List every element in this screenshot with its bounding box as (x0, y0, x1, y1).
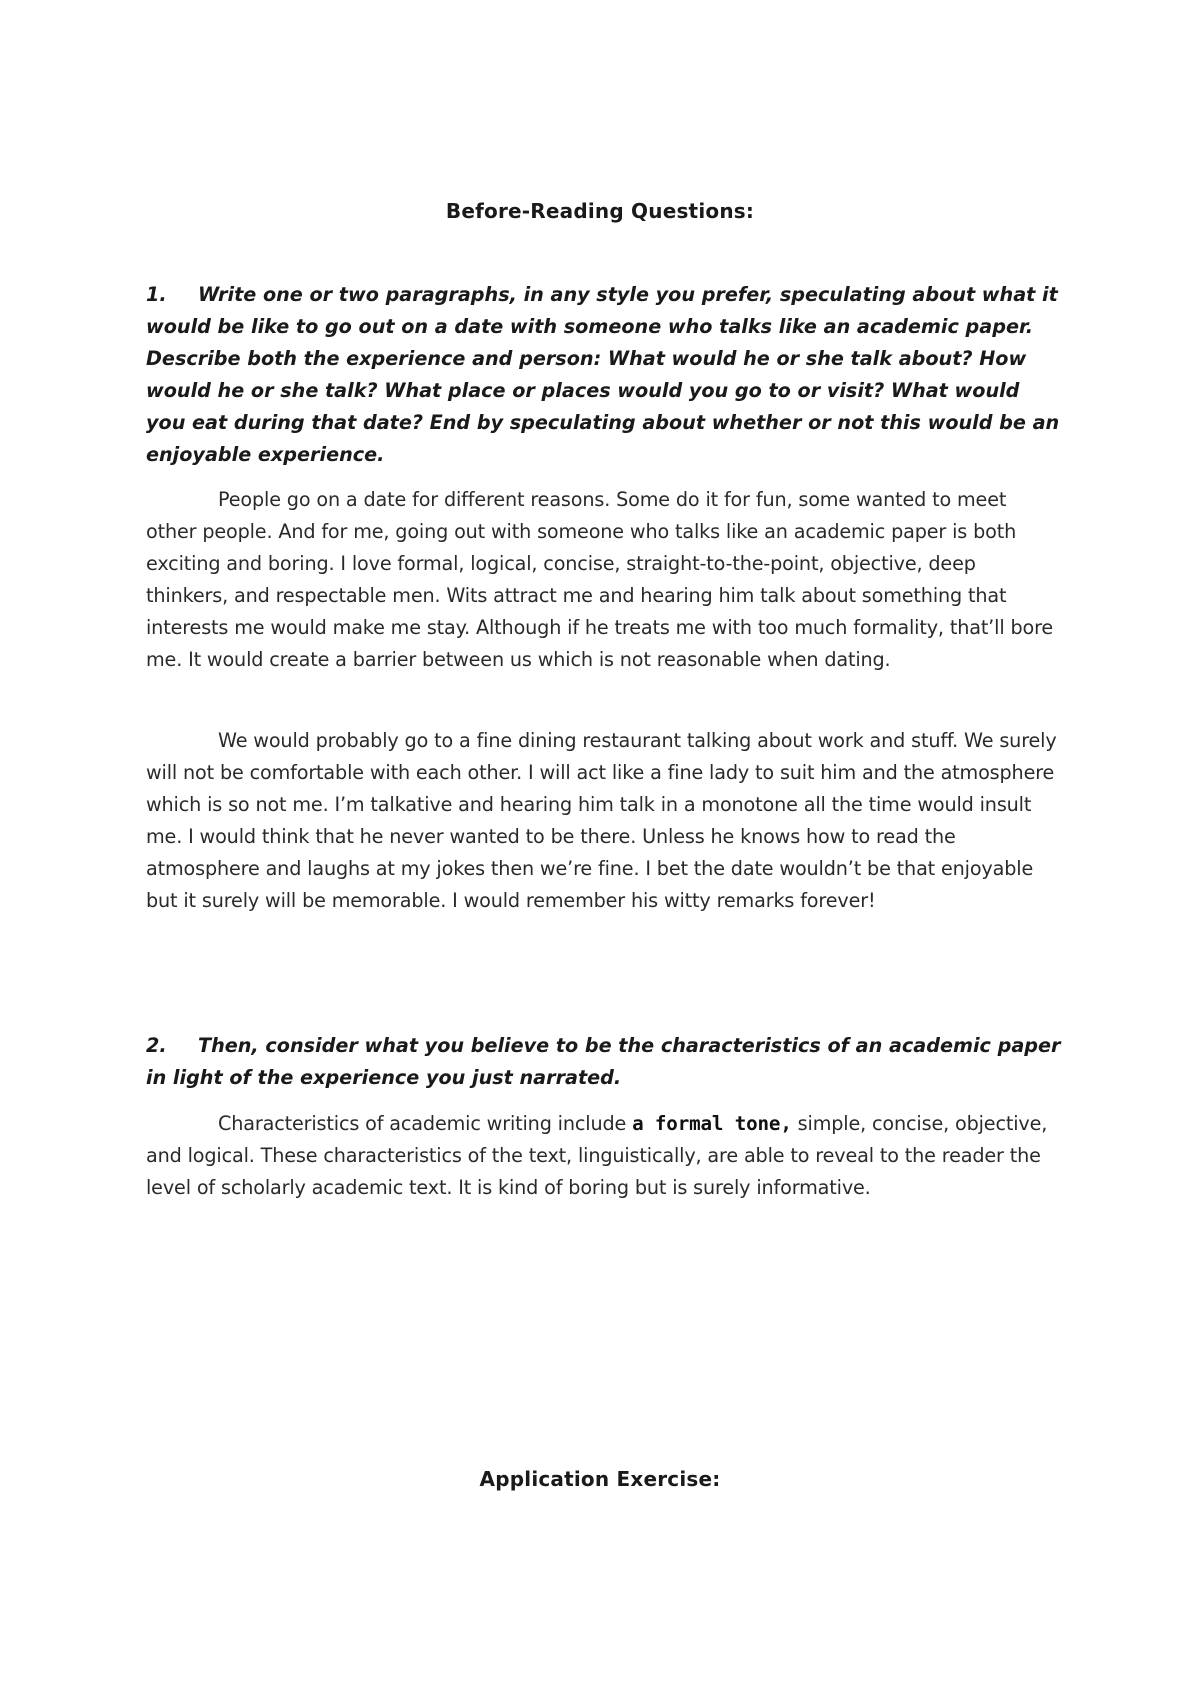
answer-1-paragraph-2-text: We would probably go to a fine dining restaurant talking about work and stuff. We surely will not be comfortable with each other. I will act like a fine lady to suit him and the atmosphere which is so not me. I’m talkative and hearing him talk in a monotone all the time would insult me. I would think that he never wanted to be there. Unless he knows how to read the atmosphere and laughs at my jokes then we’re fine. I bet the date wouldn’t be that enjoyable but it surely will be memorable. I would remember his witty remarks forever! (146, 729, 1057, 912)
question-2-prompt: Then, consider what you believe to be the characteristics of an academic paper in light of the experience you just narrated. (146, 1034, 1061, 1089)
question-1-prompt: Write one or two paragraphs, in any style you prefer, speculating about what it would be like to go out on a date with someone who talks like an academic paper. Describe both the experience and person: What would he or she talk about? How would he or she talk? What place or places would you go to or visit? What would you eat during that date? End by speculating about whether or not this would be an enjoyable experience. (146, 283, 1060, 466)
application-exercise-heading: Application Exercise: (479, 1467, 721, 1491)
answer-1-paragraph-2 (146, 725, 1061, 917)
answer-2-paragraph (146, 1108, 1061, 1204)
answer-2-lead: Characteristics of academic writing include (218, 1112, 633, 1135)
answer-1-paragraph-1-text: People go on a date for different reasons. Some do it for fun, some wanted to meet other people. And for me, going out with someone who talks like an academic paper is both exciting and boring. I love formal, logical, concise, straight-to-the-point, objective, deep thinkers, and respectable men. Wits attract me and hearing him talk about something that interests me would make me stay. Although if he treats me with too much formality, that’ll bore me. It would create a barrier between us which is not reasonable when dating. (146, 488, 1054, 671)
question-1-text (146, 279, 1061, 471)
question-2-number: 2. (146, 1034, 167, 1057)
question-2 (146, 1030, 1061, 1094)
answer-2-rest: simple, concise, objective, and logical. These characteristics of the text, linguistically, are able to reveal to the reader the level of scholarly academic text. It is kind of boring but is surely informative. (146, 1112, 1048, 1199)
answer-2-emphasis: a formal tone, (632, 1112, 792, 1135)
answer-2-text (146, 1108, 1061, 1204)
question-1 (146, 279, 1061, 471)
question-1-number: 1. (146, 283, 167, 306)
before-reading-heading: Before-Reading Questions: (445, 199, 755, 223)
answer-1-paragraph-1 (146, 484, 1061, 676)
question-2-text (146, 1030, 1061, 1094)
